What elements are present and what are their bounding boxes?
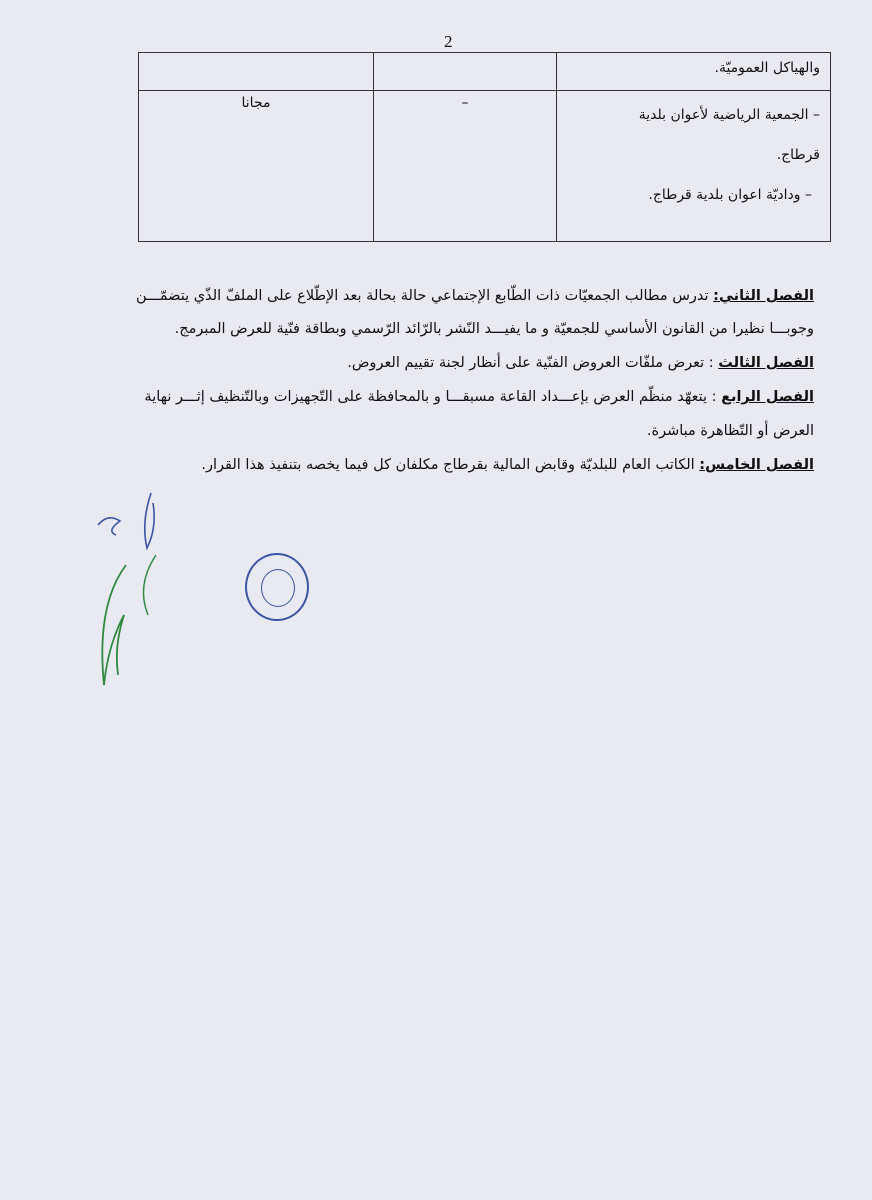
table-cell-beneficiary — [557, 91, 831, 242]
article-text: : يتعهّد منظّم العرض بإعـــداد القاعة مسبقـــا و بالمحافظة على التّجهيزات وبالتّنظيف إثـــر نهاية العرض أو التّظاهرة مباشرة. — [144, 389, 814, 439]
table-row — [139, 91, 831, 242]
table-row — [139, 53, 831, 91]
article-text: تدرس مطالب الجمعيّات ذات الطّابع الإجتماعي حالة بحالة بعد الإطّلاع على الملفّ الذّي يتضمّـــن وجوبـــا نظيرا من القانون الأساسي للجمعيّة و ما يفيـــد النّشر بالرّائد الرّسمي وبطاقة فنّية للعرض المبرمج. — [136, 288, 814, 337]
table-cell-fee: مجانا — [139, 91, 374, 242]
article-3 — [126, 346, 814, 380]
table-cell-middle — [374, 53, 557, 91]
page-number: 2 — [444, 32, 453, 51]
article-heading: الفصل الخامس: — [699, 457, 814, 473]
article-4 — [126, 380, 814, 448]
table-cell-fee — [139, 53, 374, 91]
decree-articles — [126, 280, 814, 482]
article-text: الكاتب العام للبلديّة وقابض المالية بقرطاج مكلفان كل فيما يخصه بتنفيذ هذا القرار. — [201, 457, 700, 473]
allocation-table — [138, 52, 831, 242]
article-2 — [126, 280, 814, 346]
article-heading: الفصل الثالث — [718, 355, 814, 371]
article-text: : تعرض ملفّات العروض الفنّية على أنظار لجنة تقييم العروض. — [347, 355, 719, 371]
cell-line: – وداديّة اعوان بلدية قرطاج. — [648, 187, 812, 203]
signature-scribble — [96, 485, 206, 705]
cell-line: والهياكل العموميّة. — [714, 60, 820, 76]
article-heading: الفصل الرابع — [721, 389, 814, 405]
cell-line: قرطاج. — [776, 147, 820, 163]
table-cell-middle: – — [374, 91, 557, 242]
official-stamp — [245, 553, 309, 621]
cell-line: – الجمعية الرياضية لأعوان بلدية — [638, 107, 820, 123]
article-5 — [126, 448, 814, 482]
article-heading: الفصل الثاني: — [713, 288, 814, 304]
table-cell-beneficiary — [557, 53, 831, 91]
